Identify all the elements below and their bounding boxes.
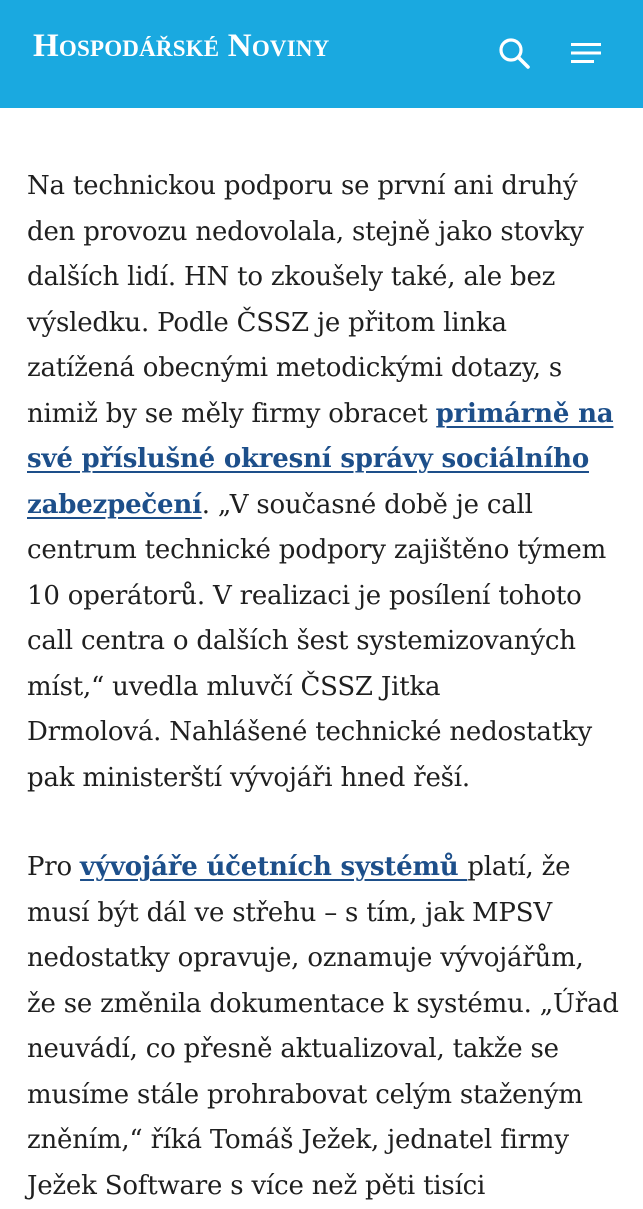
hamburger-menu-icon xyxy=(570,40,602,66)
text-line: musíme stále prohrabovat celým staženým xyxy=(27,1073,616,1119)
link-vyvojare-ucetnich-systemu[interactable]: vývojáře účetních systémů xyxy=(80,852,467,882)
text-fragment: Pro xyxy=(27,852,80,882)
text-line: call centra o dalších šest systemizovaných xyxy=(27,619,616,665)
text-line xyxy=(27,392,616,438)
text-fragment: . „V současné době je call xyxy=(202,490,533,520)
text-line: neuvádí, co přesně aktualizoval, takže se xyxy=(27,1027,616,1073)
text-line: Ježek Software s více než pěti tisíci xyxy=(27,1164,616,1209)
text-line: zatížená obecnými metodickými dotazy, s xyxy=(27,346,616,392)
text-line: dalších lidí. HN to zkoušely také, ale bez xyxy=(27,255,616,301)
search-button[interactable] xyxy=(494,30,534,76)
text-line xyxy=(27,845,616,891)
text-line: den provozu nedovolala, stejně jako stovky xyxy=(27,210,616,256)
text-fragment: platí, že xyxy=(467,852,570,882)
article-paragraph xyxy=(27,845,616,1209)
site-header xyxy=(0,0,643,108)
text-line: pak ministerští vývojáři hned řeší. xyxy=(27,756,616,802)
text-line: Na technickou podporu se první ani druhý xyxy=(27,164,616,210)
text-line: míst,“ uvedla mluvčí ČSSZ Jitka xyxy=(27,665,616,711)
link-okresni-spravy[interactable]: zabezpečení xyxy=(27,490,202,520)
article-paragraph xyxy=(27,108,616,801)
menu-button[interactable] xyxy=(566,30,606,76)
text-line: 10 operátorů. V realizaci je posílení tohoto xyxy=(27,574,616,620)
text-line xyxy=(27,483,616,529)
link-okresni-spravy[interactable]: primárně na xyxy=(436,399,614,429)
article-body xyxy=(0,108,643,1209)
link-okresni-spravy[interactable]: své příslušné okresní správy sociálního xyxy=(27,444,589,474)
search-icon xyxy=(497,36,531,70)
text-fragment: nimiž by se měly firmy obracet xyxy=(27,399,436,429)
text-line: musí být dál ve střehu – s tím, jak MPSV xyxy=(27,891,616,937)
text-line: zněním,“ říká Tomáš Ježek, jednatel firmy xyxy=(27,1118,616,1164)
text-line: centrum technické podpory zajištěno týmem xyxy=(27,528,616,574)
text-line xyxy=(27,437,616,483)
text-line: výsledku. Podle ČSSZ je přitom linka xyxy=(27,301,616,347)
text-line: nedostatky opravuje, oznamuje vývojářům, xyxy=(27,936,616,982)
text-line: že se změnila dokumentace k systému. „Úřad xyxy=(27,982,616,1028)
site-logo[interactable]: Hospodářské Noviny xyxy=(33,30,330,63)
text-line: Drmolová. Nahlášené technické nedostatky xyxy=(27,710,616,756)
